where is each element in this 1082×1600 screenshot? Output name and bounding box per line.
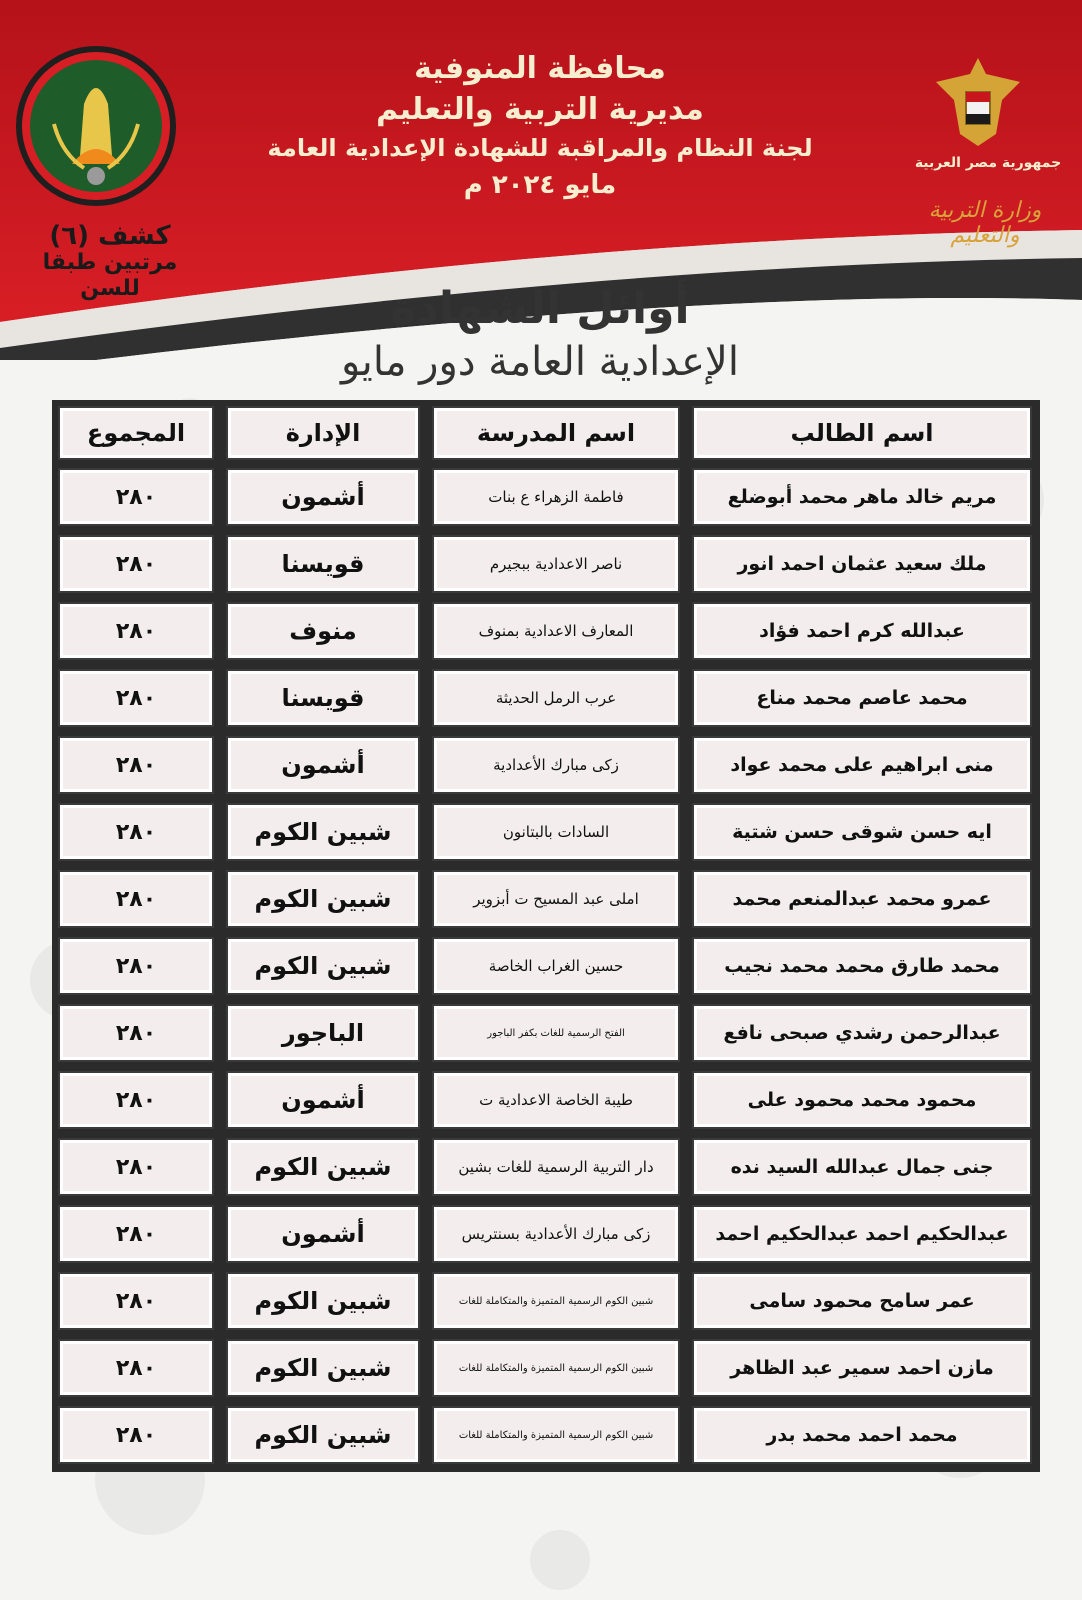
- row-6-school: السادات بالبتانون: [434, 805, 678, 859]
- row-7-total: ٢٨٠: [60, 872, 212, 926]
- sheet-number: كشف (٦): [49, 221, 171, 251]
- row-3-admin: منوف: [228, 604, 418, 658]
- row-1-total: ٢٨٠: [60, 470, 212, 524]
- header-text-block: [230, 48, 850, 204]
- row-3-student: عبدالله كرم احمد فؤاد: [694, 604, 1030, 658]
- egypt-eagle-emblem: [930, 52, 1026, 152]
- row-5-admin: أشمون: [228, 738, 418, 792]
- row-12-admin: أشمون: [228, 1207, 418, 1261]
- header-student: اسم الطالب: [694, 408, 1030, 458]
- row-15-student: محمد احمد محمد بدر: [694, 1408, 1030, 1462]
- row-6-total: ٢٨٠: [60, 805, 212, 859]
- exam-date: مايو ٢٠٢٤ م: [463, 170, 617, 200]
- row-11-total: ٢٨٠: [60, 1140, 212, 1194]
- row-15-admin: شبين الكوم: [228, 1408, 418, 1462]
- row-2-total: ٢٨٠: [60, 537, 212, 591]
- row-13-student: عمر سامح محمود سامى: [694, 1274, 1030, 1328]
- row-13-admin: شبين الكوم: [228, 1274, 418, 1328]
- row-10-student: محمود محمد محمود على: [694, 1073, 1030, 1127]
- committee-name: لجنة النظام والمراقبة للشهادة الإعدادية العامة: [267, 134, 813, 162]
- directorate-name: مديرية التربية والتعليم: [376, 92, 704, 127]
- ministry-logo: وزارة التربية والتعليم: [928, 198, 1042, 248]
- republic-label: جمهورية مصر العربية: [914, 155, 1062, 171]
- row-2-student: ملك سعيد عثمان احمد انور: [694, 537, 1030, 591]
- row-7-student: عمرو محمد عبدالمنعم محمد: [694, 872, 1030, 926]
- row-13-school: شبين الكوم الرسمية المتميزة والمتكاملة للغات: [434, 1274, 678, 1328]
- row-8-student: محمد طارق محمد محمد نجيب: [694, 939, 1030, 993]
- row-3-school: المعارف الاعدادية بمنوف: [434, 604, 678, 658]
- row-12-total: ٢٨٠: [60, 1207, 212, 1261]
- row-9-school: الفتح الرسمية للغات بكفر الباجور: [434, 1006, 678, 1060]
- row-8-total: ٢٨٠: [60, 939, 212, 993]
- row-11-school: دار التربية الرسمية للغات بشين: [434, 1140, 678, 1194]
- row-5-school: زكى مبارك الأعدادية: [434, 738, 678, 792]
- row-15-school: شبين الكوم الرسمية المتميزة والمتكاملة للغات: [434, 1408, 678, 1462]
- row-9-admin: الباجور: [228, 1006, 418, 1060]
- title-line-1: أوائل الشهادة: [390, 283, 690, 334]
- header-school: اسم المدرسة: [434, 408, 678, 458]
- row-1-student: مريم خالد ماهر محمد أبوضلع: [694, 470, 1030, 524]
- title-line-2: الإعدادية العامة دور مايو: [341, 339, 739, 385]
- row-10-school: طيبة الخاصة الاعدادية ت: [434, 1073, 678, 1127]
- row-7-school: املى عبد المسيح ت أبزوير: [434, 872, 678, 926]
- row-14-admin: شبين الكوم: [228, 1341, 418, 1395]
- row-2-admin: قويسنا: [228, 537, 418, 591]
- row-2-school: ناصر الاعدادية ببجيرم: [434, 537, 678, 591]
- row-12-student: عبدالحكيم احمد عبدالحكيم احمد: [694, 1207, 1030, 1261]
- row-1-admin: أشمون: [228, 470, 418, 524]
- row-15-total: ٢٨٠: [60, 1408, 212, 1462]
- row-4-admin: قويسنا: [228, 671, 418, 725]
- row-7-admin: شبين الكوم: [228, 872, 418, 926]
- row-10-admin: أشمون: [228, 1073, 418, 1127]
- row-11-student: جنى جمال عبدالله السيد نده: [694, 1140, 1030, 1194]
- row-4-total: ٢٨٠: [60, 671, 212, 725]
- row-5-total: ٢٨٠: [60, 738, 212, 792]
- row-14-total: ٢٨٠: [60, 1341, 212, 1395]
- page-title: [300, 282, 780, 388]
- row-1-school: فاطمة الزهراء ع بنات: [434, 470, 678, 524]
- governorate-name: محافظة المنوفية: [414, 51, 666, 86]
- row-10-total: ٢٨٠: [60, 1073, 212, 1127]
- row-6-student: ايه حسن شوقى حسن شتية: [694, 805, 1030, 859]
- row-9-student: عبدالرحمن رشدي صبحى نافع: [694, 1006, 1030, 1060]
- row-4-school: عرب الرمل الحديثة: [434, 671, 678, 725]
- row-6-admin: شبين الكوم: [228, 805, 418, 859]
- sheet-label: [20, 222, 200, 302]
- row-3-total: ٢٨٠: [60, 604, 212, 658]
- row-8-school: حسين الغراب الخاصة: [434, 939, 678, 993]
- row-4-student: محمد عاصم محمد مناع: [694, 671, 1030, 725]
- header-admin: الإدارة: [228, 408, 418, 458]
- sheet-note: مرتبين طبقا للسن: [42, 250, 178, 301]
- row-12-school: زكى مبارك الأعدادية بسنتريس: [434, 1207, 678, 1261]
- row-8-admin: شبين الكوم: [228, 939, 418, 993]
- row-5-student: منى ابراهيم على محمد عواد: [694, 738, 1030, 792]
- header-total: المجموع: [60, 408, 212, 458]
- governorate-seal: [14, 44, 178, 208]
- row-14-student: مازن احمد سمير عبد الظاهر: [694, 1341, 1030, 1395]
- row-11-admin: شبين الكوم: [228, 1140, 418, 1194]
- row-14-school: شبين الكوم الرسمية المتميزة والمتكاملة للغات: [434, 1341, 678, 1395]
- row-9-total: ٢٨٠: [60, 1006, 212, 1060]
- results-table: [52, 400, 1040, 1472]
- row-13-total: ٢٨٠: [60, 1274, 212, 1328]
